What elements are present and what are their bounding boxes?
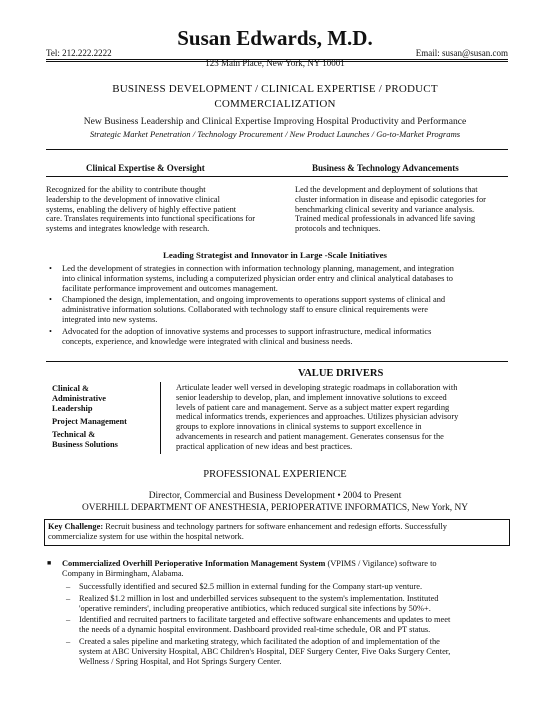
headline-line-1: BUSINESS DEVELOPMENT / CLINICAL EXPERTISE / PRODUCT	[112, 83, 438, 95]
expertise-right-title: Business & Technology Advancements	[312, 163, 459, 173]
strategist-bullets	[49, 264, 508, 348]
value-driver-item: Clinical & Administrative Leadership	[52, 384, 106, 413]
expertise-top-rule	[46, 149, 508, 150]
dash-bullet-icon: –	[66, 615, 71, 625]
bullet-icon: •	[49, 326, 52, 336]
value-drivers-divider	[160, 382, 161, 454]
headline-subtitle: New Business Leadership and Clinical Expertise Improving Hospital Productivity and Performance	[83, 116, 467, 127]
square-bullet-icon: ■	[47, 559, 52, 567]
list-item: – Created a sales pipeline and marketing strategy, which facilitated the adoption of and implementation of the system at ABC University Hospital, ABC Children's Hospital, DEF Surgery Center, Five Oaks Surgery Center, Wellness / Spring Hospital, and Hot Springs Surgery Center.	[66, 636, 451, 666]
experience-role: Director, Commercial and Business Development • 2004 to Present	[148, 491, 402, 501]
postal-address: 123 Main Place, New York, NY 10001	[205, 58, 345, 68]
list-item: ■ Commercialized Overhill Perioperative Information Management System (VPIMS / Vigilance) software to Company in Birmingham, Alabama.	[47, 559, 437, 578]
value-driver-item: Project Management	[52, 417, 127, 426]
candidate-name: Susan Edwards, M.D.	[177, 26, 373, 50]
phone-number: Tel: 212.222.2222	[46, 48, 112, 58]
strategist-title: Leading Strategist and Innovator in Large -Scale Initiatives	[163, 250, 387, 260]
list-item: – Successfully identified and secured $2.5 million in external funding for the Company start-up venture.	[66, 582, 423, 591]
headline-line-2: COMMERCIALIZATION	[214, 98, 336, 110]
expertise-left-title: Clinical Expertise & Oversight	[86, 163, 205, 173]
experience-bullets	[47, 559, 510, 581]
value-driver-item: Technical & Business Solutions	[52, 430, 118, 449]
expertise-right-text: Led the development and deployment of solutions that cluster information in disease and episodic categories for benchmarking clinical severity and variance analysis. Trained medical professionals in advanced life saving protocols and techniques.	[295, 185, 486, 234]
list-item: • Led the development of strategies in connection with information technology planning, management, and integration into clinical information systems, including a computerized physician order entry and clinical analytical databases to facilitate performance improvement and outcomes management.	[49, 264, 454, 293]
expertise-left-text: Recognized for the ability to contribute thought leadership to the development of innovative clinical systems, enabling the delivery of highly effective patient care. Translates requirements into functional specifications for systems and integrates knowledge with research.	[46, 185, 256, 234]
list-item: – Realized $1.2 million in lost and underbilled services subsequent to the system's implementation. Instituted 'operative reminders', including preoperative antibiotics, which reduced surgical site infections by 50%+.	[66, 593, 439, 613]
value-drivers-list	[52, 384, 157, 450]
dash-bullet-icon: –	[66, 636, 71, 646]
email-address: Email: susan@susan.com	[415, 48, 508, 58]
value-drivers-text: Articulate leader well versed in developing strategic roadmaps in collaboration with senior leadership to develop, plan, and implement innovative solutions to exceed levels of patient care and management. Serve as a subject matter expert regarding medical informatics trends, experiences and approaches. Utilizes physician advisory groups to explore innovations in clinical systems to support excellence in advancements in research and patient management. Generates consensus for the practical application of new ideas and best practices.	[176, 383, 459, 451]
key-challenge-text: Key Challenge: Recruit business and technology partners for software enhancement and redesign efforts. Successfully commercialize system for use within the hospital network.	[48, 522, 447, 541]
strategist-divider	[46, 361, 508, 362]
experience-title: PROFESSIONAL EXPERIENCE	[203, 469, 347, 480]
key-challenge-box	[44, 519, 510, 546]
experience-organization: OVERHILL DEPARTMENT OF ANESTHESIA, PERIOPERATIVE INFORMATICS, New York, NY	[81, 503, 469, 513]
value-drivers-title: VALUE DRIVERS	[298, 368, 384, 379]
headline-tagline: Strategic Market Penetration / Technology Procurement / New Product Launches / Go-to-Market Programs	[89, 129, 461, 139]
dash-bullet-icon: –	[66, 582, 71, 591]
list-item: • Advocated for the adoption of innovative systems and processes to support infrastructure, medical informatics concepts, experience, and knowledge were integrated with clinical and business needs.	[49, 326, 432, 346]
experience-sub-bullets	[66, 582, 511, 668]
key-challenge-label: Key Challenge:	[48, 522, 104, 531]
dash-bullet-icon: –	[66, 593, 71, 603]
bullet-icon: •	[49, 295, 52, 305]
list-item: – Identified and recruited partners to facilitate targeted and effective software enhancements and updates to meet the needs of a dynamic hospital environment. Dashboard provided real-time schedule, OR and PT status.	[66, 615, 451, 635]
list-item: • Championed the design, implementation, and ongoing improvements to operations support systems of clinical and administrative information solutions. Collaborated with technology staff to ensure clinical requirements were integrated into new systems.	[49, 295, 446, 324]
bullet-icon: •	[49, 264, 52, 273]
expertise-bottom-rule	[46, 176, 508, 177]
